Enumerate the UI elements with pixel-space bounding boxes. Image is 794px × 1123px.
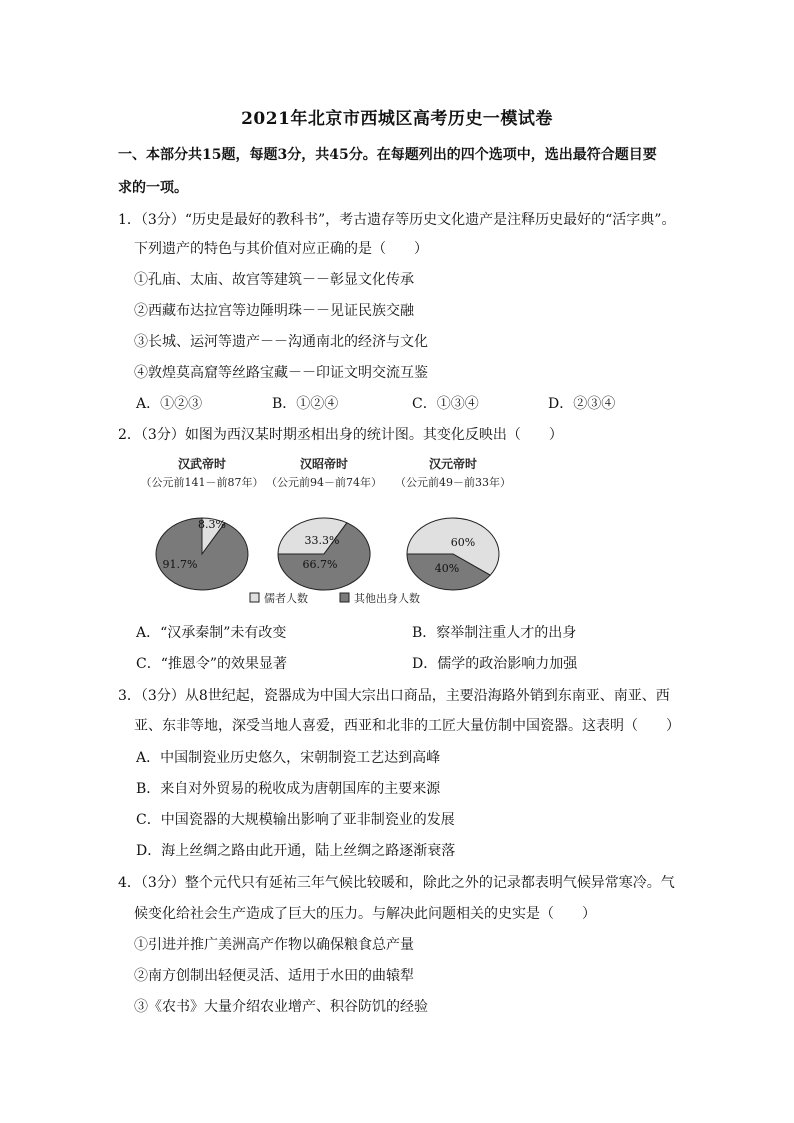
q3-stem-line2: 亚、东非等地，深受当地人喜爱，西亚和北非的工匠大量仿制中国瓷器。这表明（ ） — [134, 718, 680, 734]
pie-1-label-2: 91.7% — [162, 558, 198, 571]
q4-stem-line1: 4．（3分）整个元代只有延祐三年气候比较暖和，除此之外的记录都表明气候异常寒冷。气 — [118, 875, 675, 891]
pie-2-label-2: 66.7% — [302, 558, 338, 571]
section-heading-line2: 求的一项。 — [118, 180, 188, 196]
legend-swatch-2 — [340, 593, 349, 602]
q3-option-b: B．来自对外贸易的税收成为唐朝国库的主要来源 — [136, 781, 441, 797]
pie-chart-figure — [140, 454, 520, 614]
q2-option-a: A．“汉承秦制”未有改变 — [136, 625, 287, 641]
q4-item-2: ②南方创制出轻便灵活、适用于水田的曲辕犁 — [134, 968, 414, 984]
q3-option-c: C．中国瓷器的大规模输出影响了亚非制瓷业的发展 — [136, 812, 455, 828]
q2-option-d: D．儒学的政治影响力加强 — [412, 656, 578, 672]
q3-stem-line1: 3．（3分）从8世纪起，瓷器成为中国大宗出口商品，主要沿海路外销到东南亚、南亚、西 — [118, 688, 670, 704]
q2-option-c: C．“推恩令”的效果显著 — [136, 656, 288, 672]
q2-option-b: B．察举制注重人才的出身 — [412, 625, 577, 641]
section-heading-line1: 一、本部分共15题，每题3分，共45分。在每题列出的四个选项中，选出最符合题目要 — [118, 147, 657, 163]
q1-option-b: B．①②④ — [272, 396, 339, 412]
q4-stem-line2: 候变化给社会生产造成了巨大的压力。与解决此问题相关的史实是（ ） — [134, 906, 596, 922]
q1-stem-line1: 1．（3分）“历史是最好的教科书”，考古遗存等历史文化遗产是注释历史最好的“活字典”。 — [118, 212, 676, 228]
legend-swatch-1 — [250, 593, 259, 602]
q1-item-3: ③长城、运河等遗产－－沟通南北的经济与文化 — [134, 334, 428, 350]
pie-3-label-2: 40% — [434, 562, 460, 575]
q3-option-d: D．海上丝绸之路由此开通，陆上丝绸之路逐渐衰落 — [136, 843, 456, 859]
q2-stem: 2．（3分）如图为西汉某时期丞相出身的统计图。其变化反映出（ ） — [118, 427, 563, 443]
q3-option-a: A．中国制瓷业历史悠久，宋朝制瓷工艺达到高峰 — [136, 750, 441, 766]
q1-item-2: ②西藏布达拉宫等边陲明珠－－见证民族交融 — [134, 303, 414, 319]
pie-title-2: 汉昭帝时 — [299, 457, 349, 471]
page-title: 2021年北京市西城区高考历史一模试卷 — [241, 109, 553, 129]
pie-1-label-1: 8.3% — [198, 518, 226, 531]
pie-title-1: 汉武帝时 — [177, 457, 227, 471]
legend-label-1: 儒者人数 — [264, 592, 308, 605]
pie-charts-svg — [140, 454, 520, 614]
pie-2-label-1: 33.3% — [304, 534, 340, 547]
q1-stem-line2: 下列遗产的特色与其价值对应正确的是（ ） — [134, 241, 428, 257]
pie-subtitle-1: （公元前141－前87年） — [140, 476, 264, 489]
q1-option-a: A．①②③ — [136, 396, 203, 412]
pie-subtitle-3: （公元前49－前33年） — [395, 476, 511, 489]
legend-label-2: 其他出身人数 — [354, 592, 420, 605]
pie-title-3: 汉元帝时 — [428, 457, 478, 471]
q1-item-4: ④敦煌莫高窟等丝路宝藏－－印证文明交流互鉴 — [134, 365, 428, 381]
q1-item-1: ①孔庙、太庙、故宫等建筑－－彰显文化传承 — [134, 272, 414, 288]
q1-option-c: C．①③④ — [412, 396, 479, 412]
pie-subtitle-2: （公元前94－前74年） — [266, 476, 382, 489]
pie-3-label-1: 60% — [450, 536, 476, 549]
q4-item-1: ①引进并推广美洲高产作物以确保粮食总产量 — [134, 937, 414, 953]
q1-option-d: D．②③④ — [548, 396, 616, 412]
q4-item-3: ③《农书》大量介绍农业增产、积谷防饥的经验 — [134, 999, 428, 1015]
